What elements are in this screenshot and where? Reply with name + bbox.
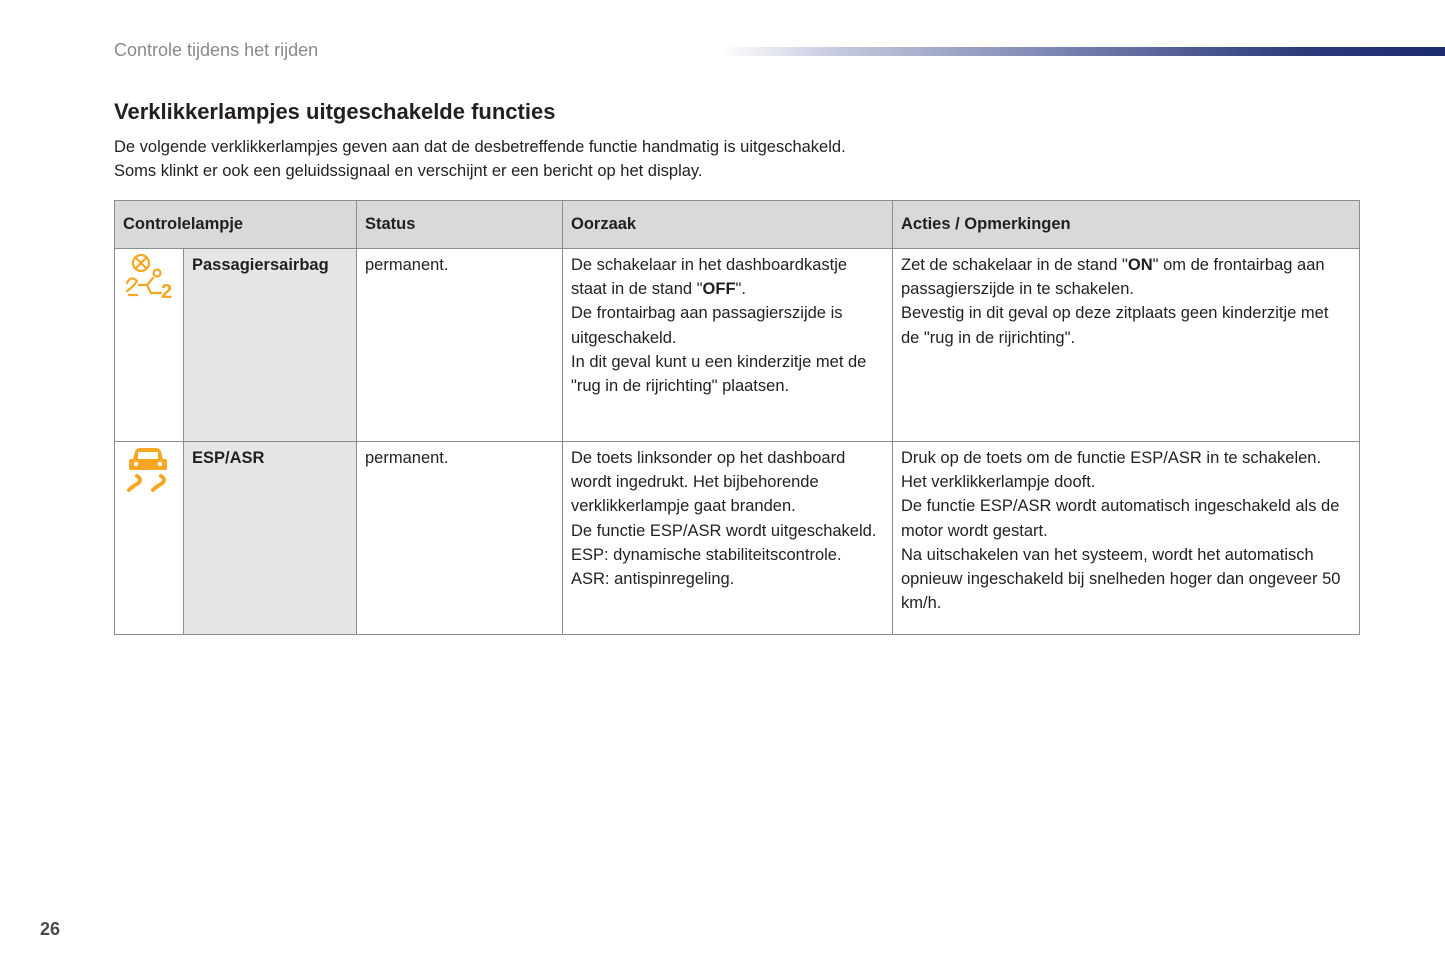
lamp-name: Passagiersairbag xyxy=(184,249,357,442)
header-actions: Acties / Opmerkingen xyxy=(893,201,1360,249)
intro-text xyxy=(114,135,846,183)
cause-line: De frontairbag aan passagierszijde is uitgeschakeld. xyxy=(571,304,843,347)
warning-lamps-table xyxy=(114,200,1360,635)
esp-asr-off-icon xyxy=(123,446,175,494)
svg-text:2: 2 xyxy=(161,281,173,301)
section-title: Verklikkerlampjes uitgeschakelde functies xyxy=(114,99,556,124)
lamp-status: permanent. xyxy=(357,442,563,635)
cause-line: In dit geval kunt u een kinderzitje met de "rug in de rijrichting" plaatsen. xyxy=(571,352,867,396)
lamp-cause xyxy=(563,249,893,442)
cause-line: De toets linksonder op het dashboard wordt ingedrukt. Het bijbehorende verklikkerlampje gaat branden. xyxy=(571,449,846,516)
action-line: Na uitschakelen van het systeem, wordt het automatisch opnieuw ingeschakeld bij snelheden hoger dan ongeveer 50 km/h. xyxy=(901,545,1341,613)
cause-line: ASR: antispinregeling. xyxy=(571,570,735,589)
icon-cell xyxy=(115,249,184,442)
lamp-status: permanent. xyxy=(357,249,563,442)
header-status: Status xyxy=(357,201,563,249)
intro-line-1: De volgende verklikkerlampjes geven aan dat de desbetreffende functie handmatig is uitgeschakeld. xyxy=(114,138,846,156)
lamp-actions xyxy=(893,442,1360,635)
action-line: Bevestig in dit geval op deze zitplaats geen kinderzitje met de "rug in de rijrichting". xyxy=(901,304,1329,347)
passenger-airbag-off-icon xyxy=(123,253,175,301)
cause-line: De functie ESP/ASR wordt uitgeschakeld. xyxy=(571,521,877,540)
table-row xyxy=(115,442,1360,635)
header-section-label: Controle tijdens het rijden xyxy=(114,40,319,60)
icon-cell xyxy=(115,442,184,635)
page-number: 26 xyxy=(40,919,61,939)
cause-line: ESP: dynamische stabiliteitscontrole. xyxy=(571,545,842,564)
action-line: Zet de schakelaar in de stand "ON" om de frontairbag aan passagierszijde in te schakelen. xyxy=(901,256,1325,299)
lamp-actions xyxy=(893,249,1360,442)
cause-line: De schakelaar in het dashboardkastje staat in de stand "OFF". xyxy=(571,256,848,299)
header-cause: Oorzaak xyxy=(563,201,893,249)
intro-line-2: Soms klinkt er ook een geluidssignaal en verschijnt er een bericht op het display. xyxy=(114,162,703,180)
header-lamp: Controlelampje xyxy=(115,201,357,249)
table-row xyxy=(115,249,1360,442)
table-header-row xyxy=(115,201,1360,249)
lamp-cause xyxy=(563,442,893,635)
action-line: Druk op de toets om de functie ESP/ASR in te schakelen. Het verklikkerlampje dooft. xyxy=(901,449,1322,492)
header-gradient-bar xyxy=(720,47,1445,56)
lamp-name: ESP/ASR xyxy=(184,442,357,635)
action-line: De functie ESP/ASR wordt automatisch ingeschakeld als de motor wordt gestart. xyxy=(901,497,1340,540)
